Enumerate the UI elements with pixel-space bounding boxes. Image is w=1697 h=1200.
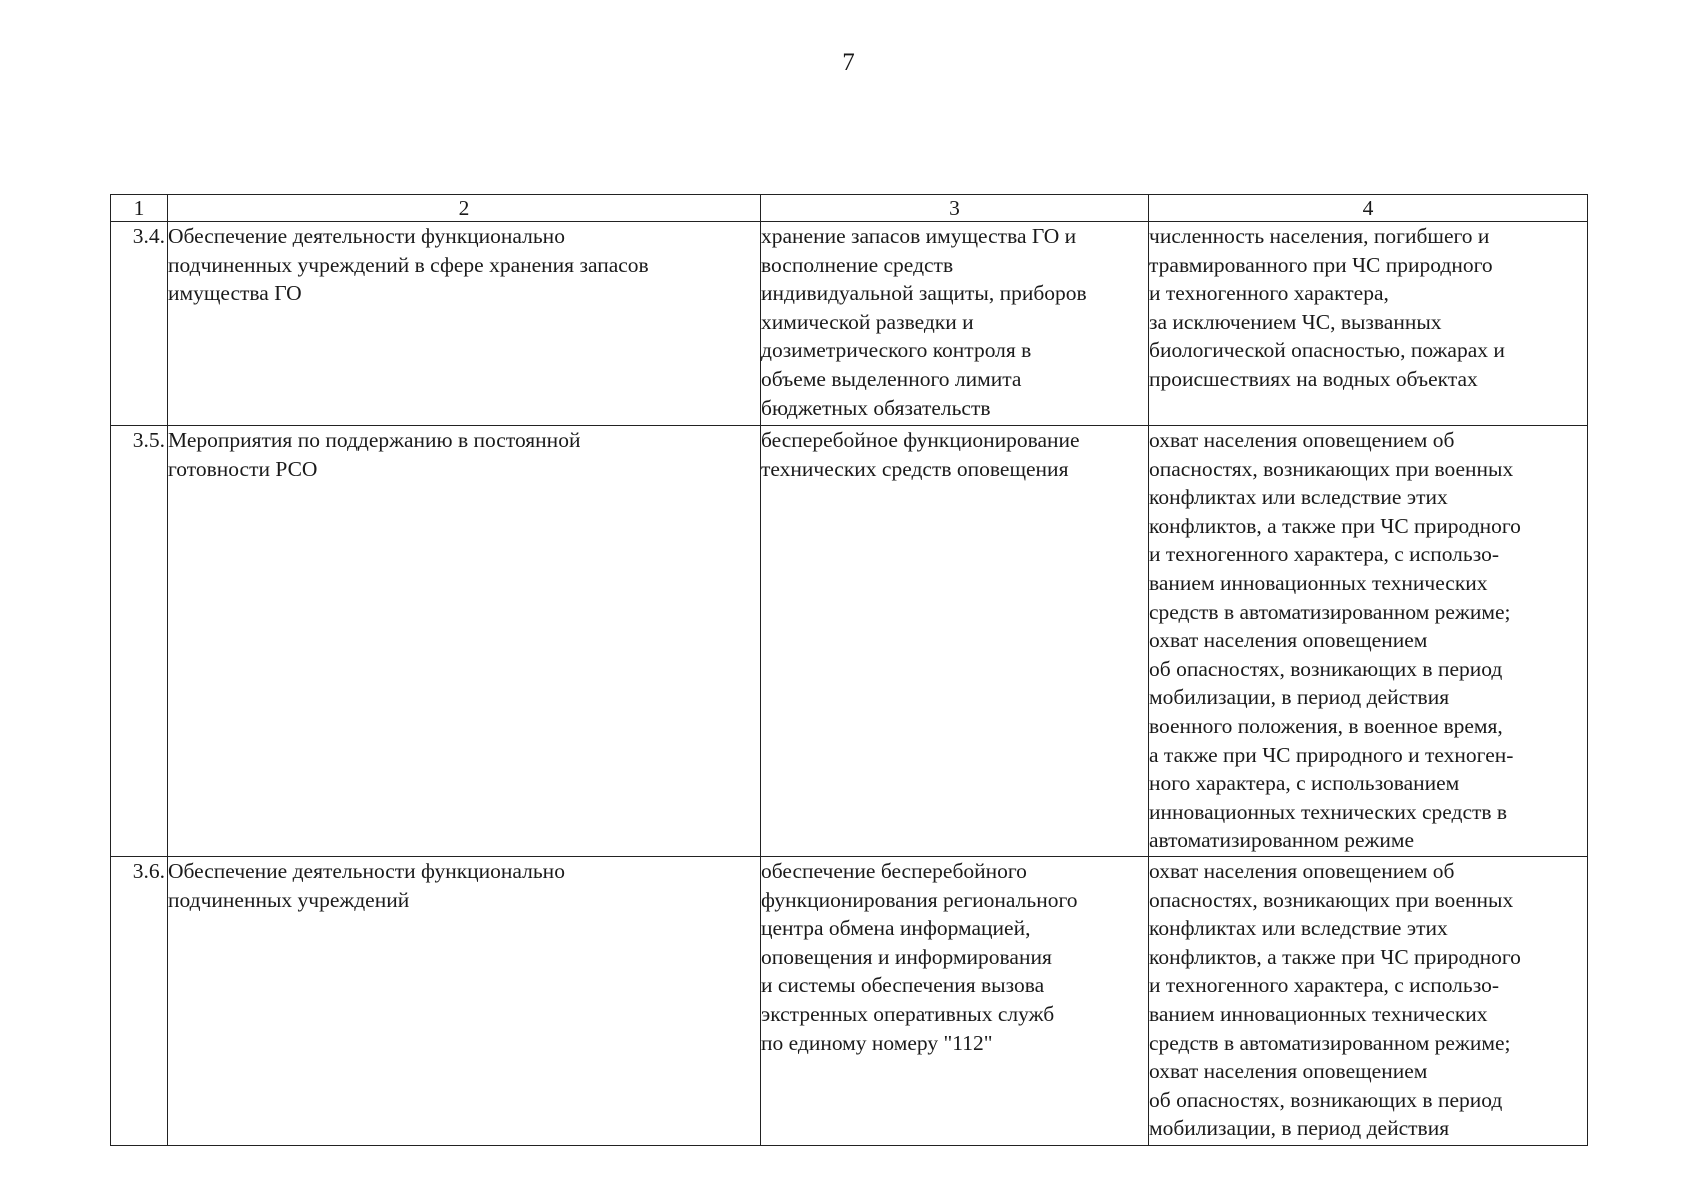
text-line: конфликтах или вследствие этих — [1149, 485, 1448, 510]
result-cell — [761, 426, 1149, 857]
text-line: бесперебойное функционирование — [761, 428, 1080, 452]
text-line: средств в автоматизированном режиме; — [1149, 1030, 1511, 1055]
text-line: об опасностях, возникающих в период — [1149, 656, 1503, 681]
text-line: опасностях, возникающих при военных — [1149, 456, 1514, 481]
text-line: ного характера, с использованием — [1149, 771, 1460, 796]
text-line: биологической опасностью, пожарах и — [1149, 338, 1505, 363]
text-line: а также при ЧС природного и техноген- — [1149, 742, 1514, 767]
text-line: мобилизации, в период действия — [1149, 685, 1450, 710]
indicator-cell — [1149, 222, 1588, 426]
page-number: 7 — [842, 49, 855, 76]
text-line: конфликтов, а также при ЧС природного — [1149, 944, 1521, 969]
text-line: автоматизированном режиме — [1149, 828, 1415, 853]
table-header-row — [111, 195, 1588, 222]
text-line: и техногенного характера, с использо- — [1149, 542, 1499, 567]
text-line: Обеспечение деятельности функционально — [168, 859, 565, 883]
measure-name-cell — [168, 222, 761, 426]
text-line: бюджетных обязательств — [761, 395, 991, 420]
text-line: охват населения оповещением — [1149, 628, 1428, 653]
text-line: оповещения и информирования — [761, 944, 1052, 969]
text-line: технических средств оповещения — [761, 456, 1069, 481]
text-line: травмированного при ЧС природного — [1149, 252, 1493, 277]
text-line: охват населения оповещением об — [1149, 428, 1455, 452]
text-line: за исключением ЧС, вызванных — [1149, 309, 1442, 334]
text-line: функционирования регионального — [761, 887, 1078, 912]
text-line: и техногенного характера, с использо- — [1149, 973, 1499, 998]
text-line: хранение запасов имущества ГО и — [761, 224, 1077, 248]
text-line: инновационных технических средств в — [1149, 799, 1508, 824]
text-line: и техногенного характера, — [1149, 281, 1389, 306]
text-line: охват населения оповещением — [1149, 1059, 1428, 1084]
text-line: конфликтов, а также при ЧС природного — [1149, 513, 1521, 538]
text-line: экстренных оперативных служб — [761, 1001, 1055, 1026]
table-row — [111, 857, 1588, 1146]
measure-name-cell — [168, 426, 761, 857]
text-line: об опасностях, возникающих в период — [1149, 1087, 1503, 1112]
text-line: готовности РСО — [168, 456, 318, 481]
text-line: объеме выделенного лимита — [761, 366, 1022, 391]
text-line: опасностях, возникающих при военных — [1149, 887, 1514, 912]
text-line: средств в автоматизированном режиме; — [1149, 599, 1511, 624]
indicator-cell — [1149, 857, 1588, 1146]
text-line: подчиненных учреждений — [168, 887, 410, 912]
text-line: индивидуальной защиты, приборов — [761, 281, 1087, 306]
indicator-cell — [1149, 426, 1588, 857]
row-number: 3.4. — [111, 222, 168, 426]
text-line: восполнение средств — [761, 252, 954, 277]
text-line: химической разведки и — [761, 309, 974, 334]
table-row — [111, 222, 1588, 426]
result-cell — [761, 857, 1149, 1146]
text-line: военного положения, в военное время, — [1149, 713, 1503, 738]
row-number: 3.5. — [111, 426, 168, 857]
header-col-3: 3 — [761, 195, 1149, 222]
text-line: численность населения, погибшего и — [1149, 224, 1490, 248]
measures-table — [110, 194, 1588, 1146]
header-col-4: 4 — [1149, 195, 1588, 222]
table-row — [111, 426, 1588, 857]
text-line: подчиненных учреждений в сфере хранения запасов — [168, 252, 649, 277]
text-line: происшествиях на водных объектах — [1149, 366, 1478, 391]
text-line: имущества ГО — [168, 281, 302, 306]
header-col-2: 2 — [168, 195, 761, 222]
text-line: дозиметрического контроля в — [761, 338, 1032, 363]
text-line: по единому номеру "112" — [761, 1030, 993, 1055]
header-col-1: 1 — [111, 195, 168, 222]
measure-name-cell — [168, 857, 761, 1146]
text-line: ванием инновационных технических — [1149, 570, 1488, 595]
text-line: и системы обеспечения вызова — [761, 973, 1045, 998]
text-line: охват населения оповещением об — [1149, 859, 1455, 883]
result-cell — [761, 222, 1149, 426]
text-line: ванием инновационных технических — [1149, 1001, 1488, 1026]
text-line: Мероприятия по поддержанию в постоянной — [168, 428, 581, 452]
text-line: обеспечение бесперебойного — [761, 859, 1027, 883]
text-line: центра обмена информацией, — [761, 916, 1031, 941]
text-line: конфликтах или вследствие этих — [1149, 916, 1448, 941]
row-number: 3.6. — [111, 857, 168, 1146]
text-line: мобилизации, в период действия — [1149, 1116, 1450, 1141]
text-line: Обеспечение деятельности функционально — [168, 224, 565, 248]
